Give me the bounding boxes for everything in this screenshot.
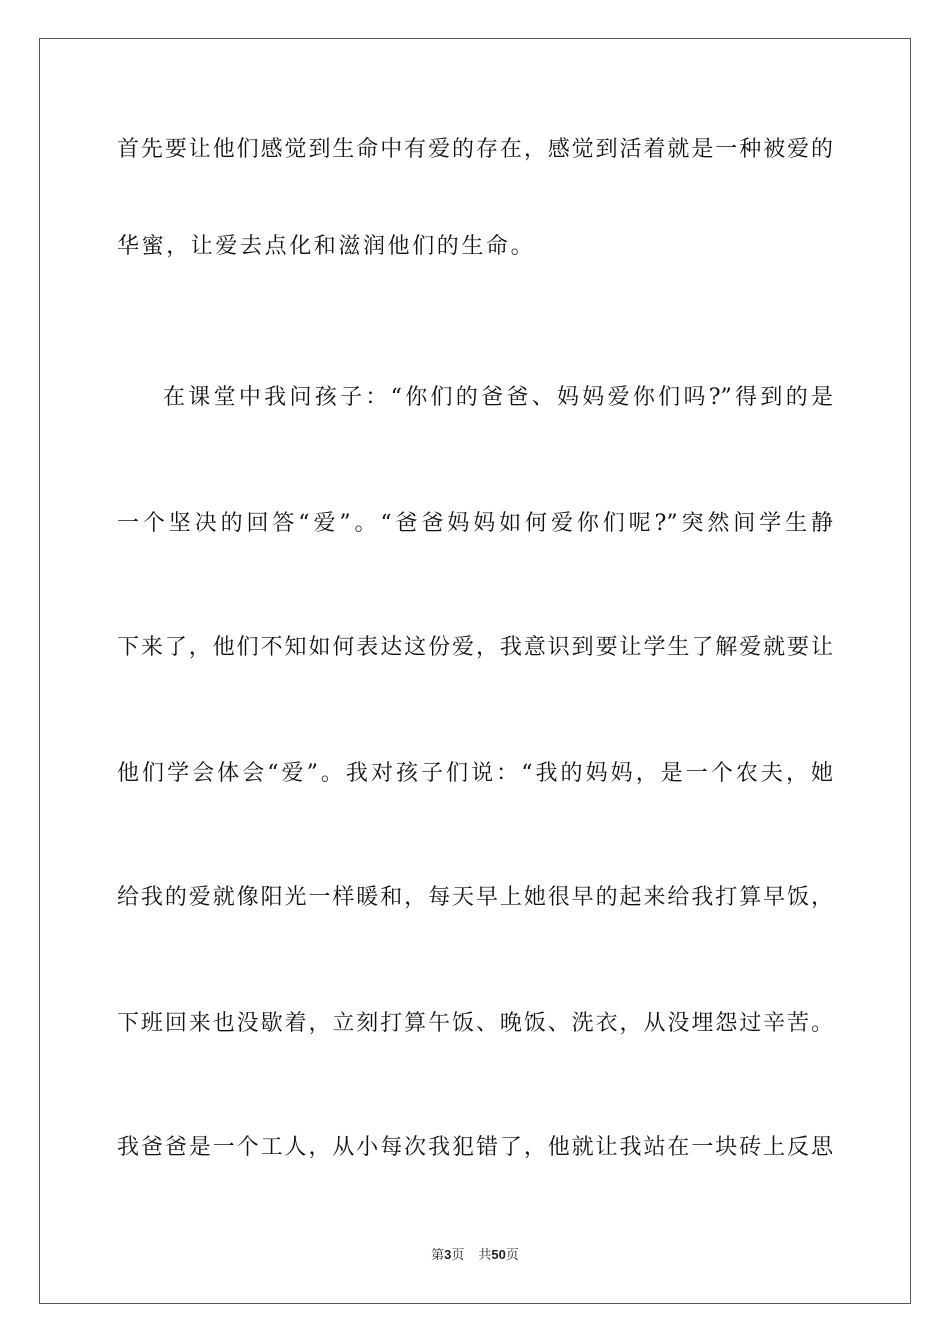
- text-line-4: 一个坚决的回答“爱”。“爸爸妈妈如何爱你们呢?”突然间学生静: [117, 511, 833, 536]
- total-prefix: 共: [478, 1248, 492, 1263]
- text-line-9: 我爸爸是一个工人，从小每次我犯错了，他就让我站在一块砖上反思: [117, 1135, 833, 1160]
- text-line-6: 他们学会体会“爱”。我对孩子们说：“我的妈妈，是一个农夫，她: [117, 761, 833, 786]
- text-line-7: 给我的爱就像阳光一样暖和，每天早上她很早的起来给我打算早饭，: [117, 885, 833, 910]
- text-line-3: 在课堂中我问孩子：“你们的爸爸、妈妈爱你们吗?”得到的是: [163, 385, 833, 410]
- current-page-number: 3: [444, 1247, 452, 1262]
- text-line-5: 下来了，他们不知如何表达这份爱，我意识到要让学生了解爱就要让: [117, 635, 833, 660]
- text-line-1: 首先要让他们感觉到生命中有爱的存在，感觉到活着就是一种被爱的: [117, 137, 833, 162]
- page-prefix: 第: [431, 1248, 445, 1263]
- page-suffix: 页: [451, 1248, 465, 1263]
- total-page-count: 50: [491, 1247, 506, 1262]
- text-line-8: 下班回来也没歇着，立刻打算午饭、晚饭、洗衣，从没埋怨过辛苦。: [117, 1011, 833, 1036]
- page-footer: [0, 1246, 950, 1265]
- text-line-2: 华蜜，让爱去点化和滋润他们的生命。: [117, 234, 536, 259]
- total-suffix: 页: [505, 1248, 519, 1263]
